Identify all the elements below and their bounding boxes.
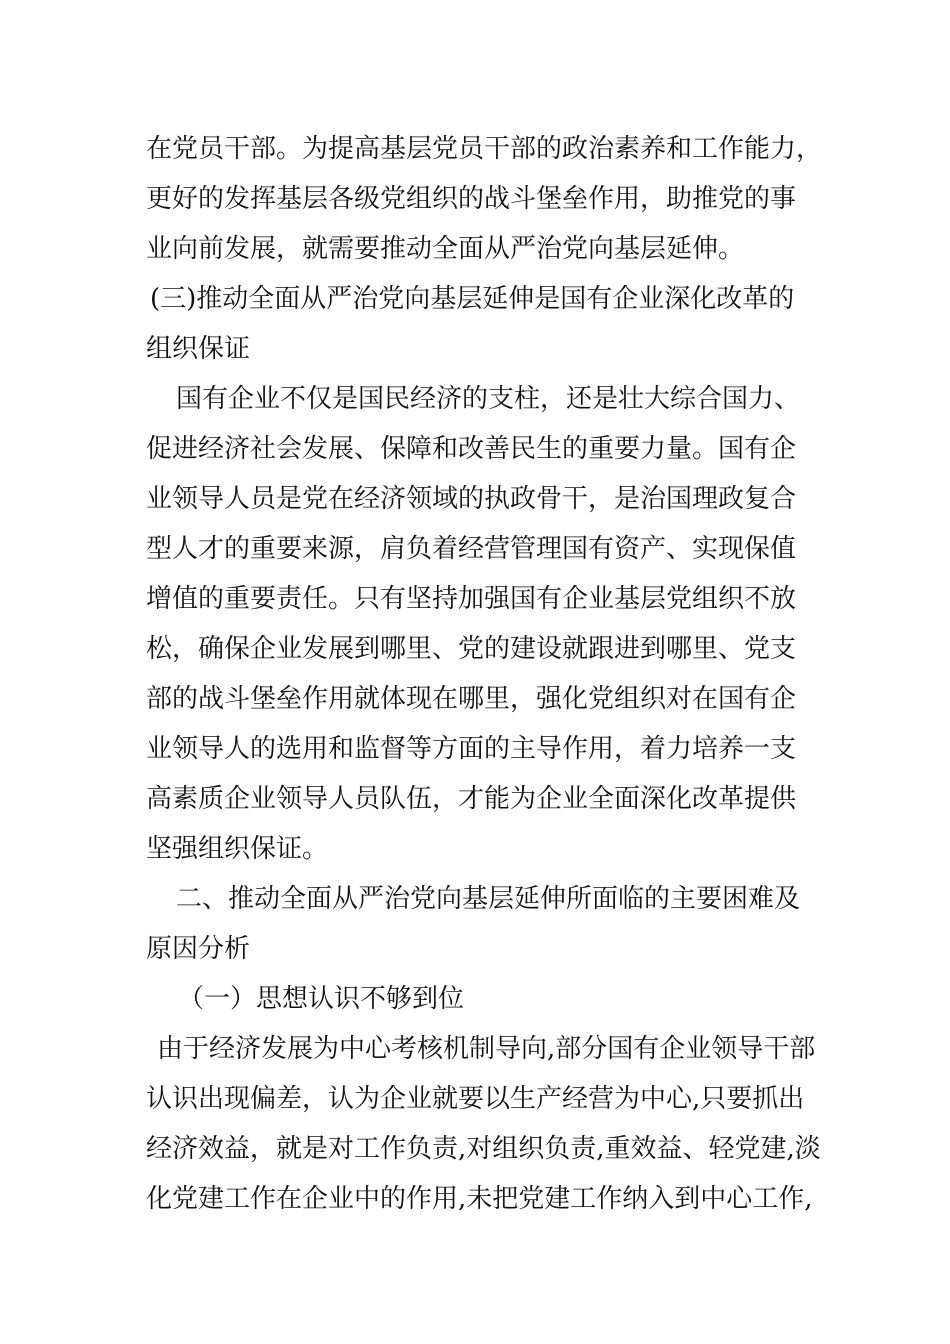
paragraph-line-1: 国有企业不仅是国民经济的支柱，还是壮大综合国力、 (176, 384, 801, 414)
paragraph-line-4: 型人才的重要来源，肩负着经营管理国有资产、实现保值 (146, 534, 797, 564)
section-heading-2-line-1: 二、推动全面从严治党向基层延伸所面临的主要困难及 (176, 884, 801, 914)
paragraph-line-2: 促进经济社会发展、保障和改善民生的重要力量。国有企 (146, 434, 797, 464)
paragraph-2-line-1: 由于经济发展为中心考核机制导向,部分国有企业领导干部 (157, 1034, 816, 1064)
paragraph-line-6: 松，确保企业发展到哪里、党的建设就跟进到哪里、党支 (146, 634, 797, 664)
subheading-1: （一）思想认识不够到位 (178, 984, 465, 1014)
paragraph-2-line-2: 认识出现偏差，认为企业就要以生产经营为中心,只要抓出 (146, 1084, 805, 1114)
text-line-1: 在党员干部。为提高基层党员干部的政治素养和工作能力， (146, 134, 823, 164)
paragraph-2-line-3: 经济效益，就是对工作负责,对组织负责,重效益、轻党建,淡 (146, 1134, 821, 1164)
paragraph-2-line-4: 化党建工作在企业中的作用,未把党建工作纳入到中心工作, (146, 1184, 813, 1214)
paragraph-line-3: 业领导人员是党在经济领域的执政骨干，是治国理政复合 (146, 484, 797, 514)
text-line-3: 业向前发展，就需要推动全面从严治党向基层延伸。 (146, 234, 745, 264)
subheading-3-line-1: (三)推动全面从严治党向基层延伸是国有企业深化改革的 (150, 284, 795, 314)
paragraph-line-7: 部的战斗堡垒作用就体现在哪里，强化党组织对在国有企 (146, 684, 797, 714)
text-line-2: 更好的发挥基层各级党组织的战斗堡垒作用，助推党的事 (146, 184, 797, 214)
paragraph-line-8: 业领导人的选用和监督等方面的主导作用，着力培养一支 (146, 734, 797, 764)
paragraph-line-10: 坚强组织保证。 (146, 834, 329, 864)
paragraph-line-9: 高素质企业领导人员队伍，才能为企业全面深化改革提供 (146, 784, 797, 814)
subheading-3-line-2: 组织保证 (146, 334, 251, 364)
paragraph-line-5: 增值的重要责任。只有坚持加强国有企业基层党组织不放 (146, 584, 797, 614)
section-heading-2-line-2: 原因分析 (146, 934, 251, 964)
